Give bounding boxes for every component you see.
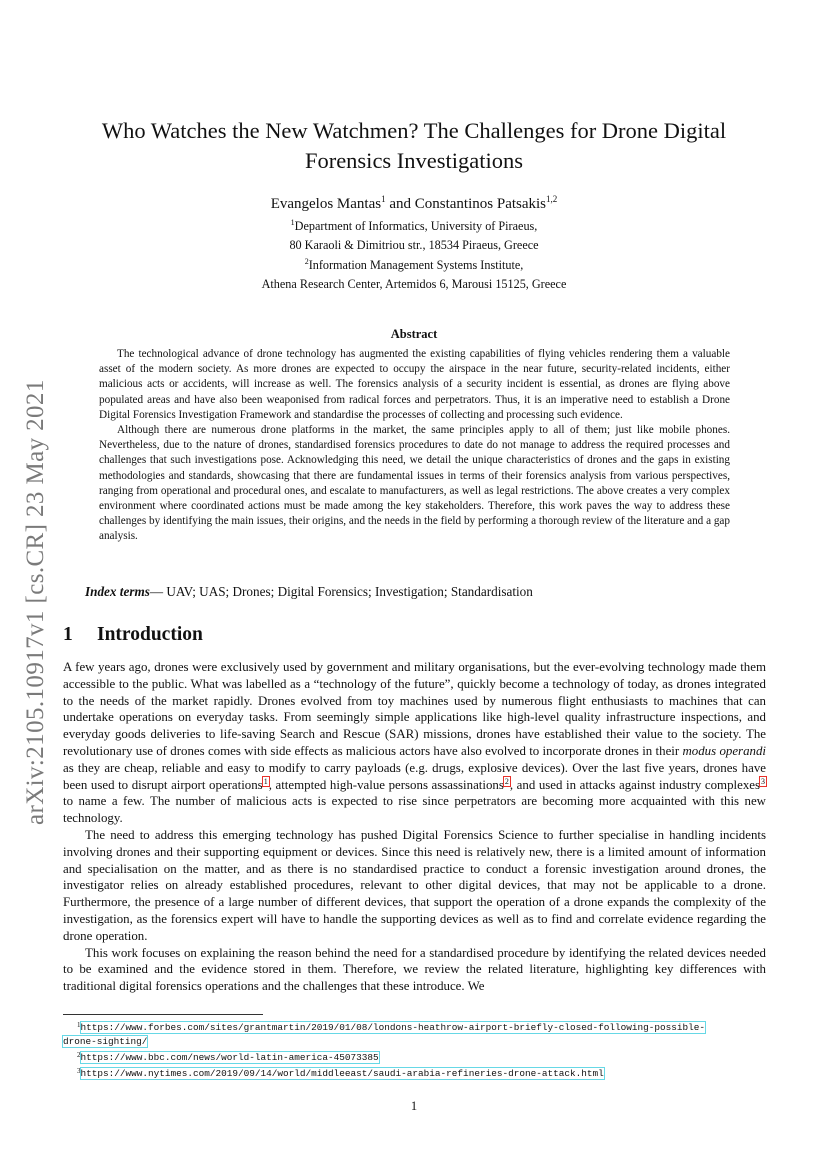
body-paragraph	[63, 659, 766, 827]
footnotes	[63, 1019, 766, 1081]
index-terms-dash: —	[149, 584, 167, 599]
abstract-paragraph: Although there are numerous drone platforms in the market, the same principles apply to all of them; just like mobile phones. Nevertheless, due to the nature of drones, standardised forensics procedures to date do not manage to address the required processes and challenges that such investigations pose. Acknowledging this need, we detail the unique characteristics of drones and the gaps in existing methodologies and standards, showcasing that there are fundamental issues in terms of their forensics analysis from various perspectives, ranging from operational and procedural ones, and escalate to manufacturers, as well as legal restrictions. The above creates a very complex environment where coordinated actions must be made among the key stakeholders. Therefore, this work paves the way to address these challenges by identifying the main issues, their origins, and the needs in the field by performing a thorough review of the literature and a gap analysis.	[99, 424, 730, 543]
footnote-1	[63, 1019, 766, 1035]
body-paragraph: This work focuses on explaining the reason behind the need for a standardised procedure by identifying the related devices needed to be examined and the evidence stored in them. Therefore, we review the related literature, highlighting key differences with traditional digital forensics operations and the challenges that these introduce. We	[63, 945, 766, 994]
section-heading	[63, 624, 203, 646]
abstract-body	[99, 347, 730, 545]
body-text: , and used in attacks against industry complexes	[509, 777, 761, 792]
paper-title	[70, 116, 758, 176]
section-title: Introduction	[97, 624, 203, 645]
footnote-2	[63, 1049, 766, 1065]
author-affil-mark: 1	[381, 194, 386, 204]
body-paragraph: The need to address this emerging technology has pushed Digital Forensics Science to further specialise in handling incidents involving drones and their supporting equipment or devices. Since this need is relatively new, there is a limited amount of information and specialisation on the matter, and as there is no standardised practice to conduct a forensic investigation around drones, the investigator relies on already established procedures, relevant to other digital devices, that may not be applicable to a drone. Furthermore, the presence of a large number of different devices, that support the operation of a drone expands the complexity of the investigation, as the forensics expert will have to handle the supporting devices as well as to find and correlate evidence regarding the drone operation.	[63, 827, 766, 943]
footnote-rule	[63, 1014, 263, 1015]
section-number: 1	[63, 624, 73, 645]
footnote-url-link[interactable]: https://www.bbc.com/news/world-latin-america-45073385	[80, 1052, 379, 1063]
index-terms	[85, 584, 745, 600]
title-line-1: Who Watches the New Watchmen? The Challenges for Drone Digital	[101, 118, 727, 143]
index-terms-text: UAV; UAS; Drones; Digital Forensics; Investigation; Standardisation	[166, 584, 533, 599]
affil-mark: 1	[290, 218, 295, 227]
affil-text: Information Management Systems Institute,	[308, 258, 524, 273]
author-name: Evangelos Mantas	[270, 196, 382, 212]
section-body	[63, 659, 766, 995]
title-line-2: Forensics Investigations	[304, 148, 524, 173]
abstract-heading: Abstract	[390, 327, 438, 341]
affiliation-1-line-1	[70, 218, 758, 234]
footnote-1-continued	[63, 1035, 766, 1049]
abstract-paragraph: The technological advance of drone technology has augmented the existing capabilities of flying vehicles rendering them a valuable asset of the modern society. As more drones are expected to occupy the airspace in the near future, security-related incidents, either malicious acts or accidents, will increase as well. The forensics analysis of a security incident is essential, as drones are flying above populated areas and have also been weaponised from radical forces and perpetrators. Thus, it is an imperative need to establish a Drone Digital Forensics Investigation Framework and standardise the processes of collecting and processing such evidence.	[99, 348, 730, 421]
footnote-link-2[interactable]: 2	[504, 776, 509, 786]
footnote-mark: 1	[77, 1021, 81, 1029]
author-conjunction: and	[385, 196, 415, 212]
arxiv-identifier-stamp: arXiv:2105.10917v1 [cs.CR] 23 May 2021	[22, 379, 49, 826]
affil-mark: 2	[304, 257, 309, 266]
affiliation-2-line-1	[70, 257, 758, 273]
body-text: to name a few. The number of malicious acts is expected to rise since perpetrators are becoming more acquainted with this new technology.	[63, 794, 766, 826]
author-list	[70, 194, 758, 213]
body-emphasis: modus operandi	[682, 743, 766, 758]
footnote-3	[63, 1065, 766, 1081]
footnote-url-link[interactable]: https://www.nytimes.com/2019/09/14/world/middleeast/saudi-arabia-refineries-drone-attack.html	[80, 1068, 604, 1079]
body-text: as they are cheap, reliable and easy to modify to carry payloads (e.g. drugs, explosive devices). Over the last five years, drones have been used to disrupt airport operations	[63, 760, 766, 792]
page-number: 1	[410, 1099, 418, 1113]
affiliation-1-line-2: 80 Karaoli & Dimitriou str., 18534 Piraeus, Greece	[289, 238, 539, 252]
affil-text: Department of Informatics, University of Piraeus,	[294, 219, 538, 234]
author-affil-mark: 1,2	[546, 194, 558, 204]
footnote-link-3[interactable]: 3	[761, 776, 766, 786]
footnote-mark: 3	[77, 1067, 81, 1075]
footnote-url-link[interactable]: drone-sighting/	[63, 1036, 148, 1047]
body-text: , attempted high-value persons assassinations	[268, 777, 504, 792]
footnote-link-1[interactable]: 1	[263, 776, 268, 786]
author-name: Constantinos Patsakis	[414, 196, 547, 212]
footnote-url-link[interactable]: https://www.forbes.com/sites/grantmartin/2019/01/08/londons-heathrow-airport-briefly-closed-following-possible-	[80, 1022, 705, 1033]
affiliation-2-line-2: Athena Research Center, Artemidos 6, Marousi 15125, Greece	[261, 277, 567, 291]
index-terms-label: Index terms	[85, 584, 150, 599]
footnote-mark: 2	[77, 1051, 81, 1059]
body-text: A few years ago, drones were exclusively used by government and military organisations, but the ever-evolving technology made them accessible to the public. What was labelled as a “technology of the future”, quickly become a technology of today, as drones integrated to the needs of the market rapidly. Drones evolved from toy machines used by numerous flight enthusiasts to machines that can undertake operations on everyday tasks. From seemingly simple applications like high-level quality infrastructure inspections, and everyday goods deliveries to life-saving Search and Rescue (SAR) missions, drones have established their value to the society. The revolutionary use of drones comes with side effects as malicious actors have also evolved to incorporate drones in their	[63, 660, 766, 758]
